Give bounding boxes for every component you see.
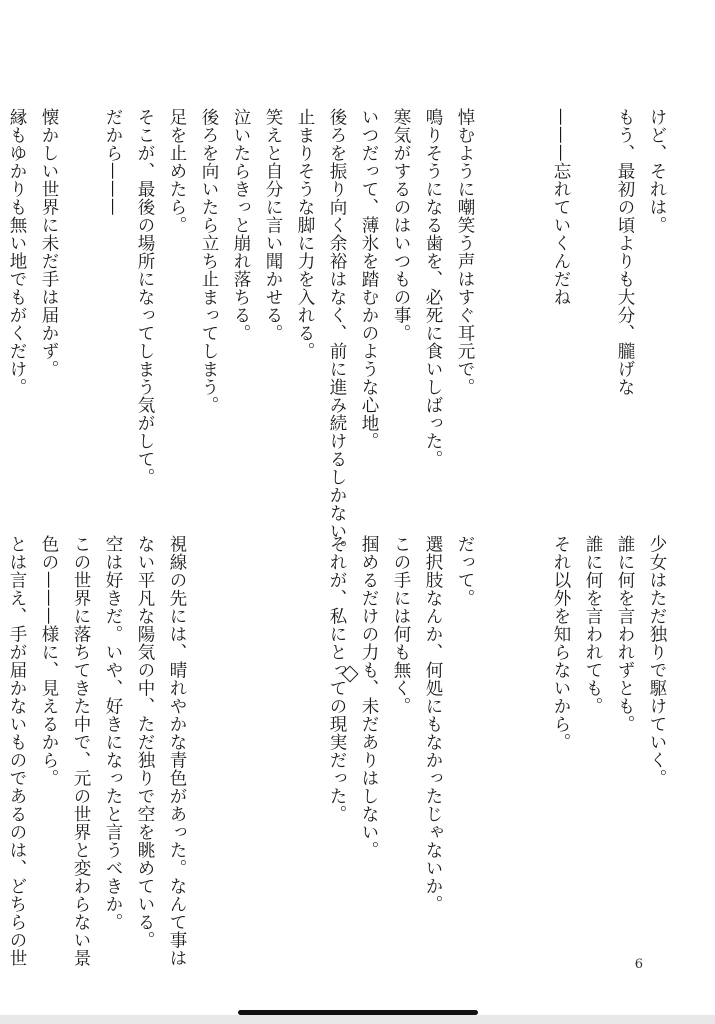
text-line: この手には何も無く。 [391,535,411,715]
text-line [577,108,609,528]
bottom-text-block [0,535,673,967]
text-line: だって。 [455,535,475,607]
text-line: ———忘れていくんだね [551,108,571,306]
text-line [481,108,513,528]
text-line: 誰に何を言われずとも。 [615,535,635,733]
text-line [481,535,513,955]
text-line: 笑えと自分に言い聞かせる。 [263,108,283,342]
text-line: けど、それは。 [647,108,667,234]
text-line: 止まりそうな脚に力を入れる。 [295,108,315,360]
text-line: 掴めるだけの力も、未だありはしない。 [359,535,379,859]
text-line: 後ろを向いたら立ち止まってしまう。 [199,108,219,414]
text-line: 寒気がするのはいつもの事。 [391,108,411,342]
text-line: 泣いたらきっと崩れ落ちる。 [231,108,251,342]
text-line: 色の———様に、見えるから。 [39,535,59,787]
text-line [513,108,545,528]
text-line: 選択肢なんか、何処にもなかったじゃないか。 [423,535,443,913]
text-line: ない平凡な陽気の中、ただ独りで空を眺めている。 [135,535,155,949]
text-line: 少女はただ独りで駆けていく。 [647,535,667,787]
text-line [193,535,225,955]
text-line: 足を止めたら。 [167,108,187,234]
text-line: そこが、最後の場所になってしまう気がして。 [135,108,155,486]
text-line: 誰に何を言われても。 [583,535,603,715]
text-line: 懐かしい世界に未だ手は届かず。 [39,108,59,378]
text-line: とは言え、手が届かないものであるのは、どちらの世 [7,535,27,967]
text-line: いつだって、薄氷を踏むかのような心地。 [359,108,379,450]
text-line [65,108,97,528]
text-line: 縁もゆかりも無い地でもがくだけ。 [7,108,27,396]
text-line [0,535,1,955]
text-line: だから——— [103,108,123,216]
text-line [513,535,545,955]
page-number: 6 [634,957,643,972]
text-line [289,535,321,955]
text-line: この世界に落ちてきた中で、元の世界と変わらない景 [71,535,91,967]
top-text-block [1,108,673,558]
text-line: 悼むように嘲笑う声はすぐ耳元で。 [455,108,475,396]
bottom-bar [0,1015,715,1024]
text-line: それ以外を知らないから。 [551,535,571,751]
text-line: もう、最初の頃よりも大分、朧げな [615,108,635,396]
text-line [257,535,289,955]
text-line [225,535,257,955]
text-line: 視線の先には、晴れやかな青色があった。なんて事は [167,535,187,967]
text-line: 空は好きだ。いや、好きになったと言うべきか。 [103,535,123,931]
text-line: それが、私にとっての現実だった。 [327,535,347,823]
text-line: 鳴りそうになる歯を、必死に食いしばった。 [423,108,443,468]
text-line: 後ろを振り向く余裕はなく、前に進み続けるしかない。 [327,108,347,558]
